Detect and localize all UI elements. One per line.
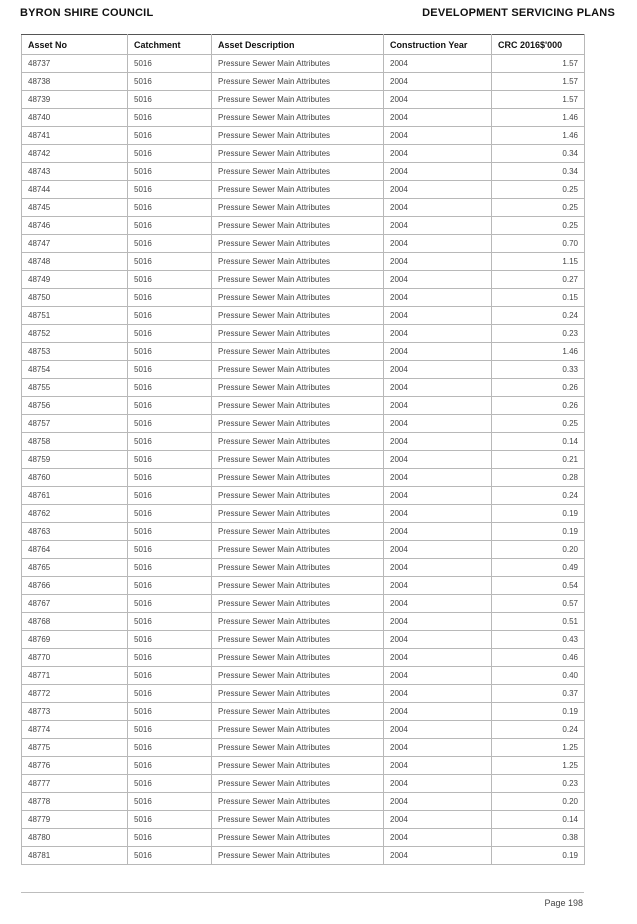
cell-crc: 0.34 bbox=[492, 145, 585, 163]
cell-asset-description: Pressure Sewer Main Attributes bbox=[212, 649, 384, 667]
cell-asset-no: 48744 bbox=[22, 181, 128, 199]
cell-asset-description: Pressure Sewer Main Attributes bbox=[212, 487, 384, 505]
cell-construction-year: 2004 bbox=[384, 559, 492, 577]
cell-asset-no: 48765 bbox=[22, 559, 128, 577]
table-row bbox=[22, 181, 585, 199]
cell-construction-year: 2004 bbox=[384, 109, 492, 127]
cell-crc: 0.20 bbox=[492, 793, 585, 811]
cell-crc: 1.57 bbox=[492, 91, 585, 109]
cell-construction-year: 2004 bbox=[384, 361, 492, 379]
table-row bbox=[22, 415, 585, 433]
cell-asset-description: Pressure Sewer Main Attributes bbox=[212, 343, 384, 361]
cell-asset-description: Pressure Sewer Main Attributes bbox=[212, 73, 384, 91]
table-row bbox=[22, 235, 585, 253]
cell-asset-description: Pressure Sewer Main Attributes bbox=[212, 793, 384, 811]
cell-asset-description: Pressure Sewer Main Attributes bbox=[212, 703, 384, 721]
table-row bbox=[22, 505, 585, 523]
cell-crc: 0.14 bbox=[492, 811, 585, 829]
cell-asset-no: 48755 bbox=[22, 379, 128, 397]
table-row bbox=[22, 811, 585, 829]
cell-crc: 0.26 bbox=[492, 379, 585, 397]
cell-construction-year: 2004 bbox=[384, 55, 492, 73]
cell-catchment: 5016 bbox=[128, 325, 212, 343]
table-row bbox=[22, 325, 585, 343]
cell-asset-description: Pressure Sewer Main Attributes bbox=[212, 415, 384, 433]
cell-construction-year: 2004 bbox=[384, 739, 492, 757]
table-row bbox=[22, 451, 585, 469]
table-row bbox=[22, 775, 585, 793]
cell-catchment: 5016 bbox=[128, 289, 212, 307]
cell-asset-no: 48759 bbox=[22, 451, 128, 469]
cell-construction-year: 2004 bbox=[384, 631, 492, 649]
cell-asset-description: Pressure Sewer Main Attributes bbox=[212, 775, 384, 793]
table-row bbox=[22, 343, 585, 361]
cell-asset-description: Pressure Sewer Main Attributes bbox=[212, 739, 384, 757]
cell-crc: 0.19 bbox=[492, 505, 585, 523]
column-header-asset-no: Asset No bbox=[22, 35, 128, 55]
cell-crc: 0.43 bbox=[492, 631, 585, 649]
cell-construction-year: 2004 bbox=[384, 145, 492, 163]
cell-crc: 0.33 bbox=[492, 361, 585, 379]
cell-construction-year: 2004 bbox=[384, 793, 492, 811]
document-title: DEVELOPMENT SERVICING PLANS bbox=[422, 7, 615, 19]
cell-asset-description: Pressure Sewer Main Attributes bbox=[212, 235, 384, 253]
cell-crc: 0.24 bbox=[492, 721, 585, 739]
cell-crc: 1.46 bbox=[492, 343, 585, 361]
cell-asset-description: Pressure Sewer Main Attributes bbox=[212, 271, 384, 289]
table-row bbox=[22, 595, 585, 613]
cell-crc: 0.34 bbox=[492, 163, 585, 181]
cell-asset-no: 48771 bbox=[22, 667, 128, 685]
cell-asset-no: 48745 bbox=[22, 199, 128, 217]
cell-construction-year: 2004 bbox=[384, 343, 492, 361]
cell-asset-no: 48779 bbox=[22, 811, 128, 829]
cell-catchment: 5016 bbox=[128, 559, 212, 577]
cell-asset-no: 48776 bbox=[22, 757, 128, 775]
cell-construction-year: 2004 bbox=[384, 487, 492, 505]
cell-catchment: 5016 bbox=[128, 811, 212, 829]
cell-asset-no: 48764 bbox=[22, 541, 128, 559]
cell-construction-year: 2004 bbox=[384, 721, 492, 739]
asset-table bbox=[21, 34, 585, 865]
cell-catchment: 5016 bbox=[128, 541, 212, 559]
cell-construction-year: 2004 bbox=[384, 253, 492, 271]
cell-crc: 0.57 bbox=[492, 595, 585, 613]
cell-crc: 0.19 bbox=[492, 703, 585, 721]
cell-crc: 0.37 bbox=[492, 685, 585, 703]
table-row bbox=[22, 685, 585, 703]
cell-crc: 0.21 bbox=[492, 451, 585, 469]
cell-catchment: 5016 bbox=[128, 613, 212, 631]
cell-crc: 0.23 bbox=[492, 325, 585, 343]
cell-asset-description: Pressure Sewer Main Attributes bbox=[212, 361, 384, 379]
cell-crc: 0.54 bbox=[492, 577, 585, 595]
table-row bbox=[22, 757, 585, 775]
cell-catchment: 5016 bbox=[128, 577, 212, 595]
cell-construction-year: 2004 bbox=[384, 775, 492, 793]
cell-catchment: 5016 bbox=[128, 109, 212, 127]
cell-asset-description: Pressure Sewer Main Attributes bbox=[212, 145, 384, 163]
cell-asset-no: 48768 bbox=[22, 613, 128, 631]
cell-catchment: 5016 bbox=[128, 667, 212, 685]
cell-construction-year: 2004 bbox=[384, 199, 492, 217]
table-row bbox=[22, 829, 585, 847]
cell-crc: 1.25 bbox=[492, 739, 585, 757]
cell-asset-no: 48752 bbox=[22, 325, 128, 343]
cell-asset-no: 48749 bbox=[22, 271, 128, 289]
cell-crc: 1.57 bbox=[492, 55, 585, 73]
cell-asset-description: Pressure Sewer Main Attributes bbox=[212, 631, 384, 649]
cell-construction-year: 2004 bbox=[384, 649, 492, 667]
cell-asset-no: 48767 bbox=[22, 595, 128, 613]
cell-crc: 0.28 bbox=[492, 469, 585, 487]
cell-catchment: 5016 bbox=[128, 91, 212, 109]
cell-asset-no: 48757 bbox=[22, 415, 128, 433]
cell-asset-no: 48740 bbox=[22, 109, 128, 127]
cell-catchment: 5016 bbox=[128, 271, 212, 289]
cell-catchment: 5016 bbox=[128, 397, 212, 415]
table-row bbox=[22, 271, 585, 289]
cell-asset-description: Pressure Sewer Main Attributes bbox=[212, 127, 384, 145]
cell-catchment: 5016 bbox=[128, 343, 212, 361]
cell-construction-year: 2004 bbox=[384, 307, 492, 325]
cell-catchment: 5016 bbox=[128, 217, 212, 235]
cell-asset-no: 48747 bbox=[22, 235, 128, 253]
cell-asset-no: 48780 bbox=[22, 829, 128, 847]
page-number: Page 198 bbox=[544, 898, 583, 908]
cell-asset-no: 48778 bbox=[22, 793, 128, 811]
cell-construction-year: 2004 bbox=[384, 577, 492, 595]
cell-asset-description: Pressure Sewer Main Attributes bbox=[212, 541, 384, 559]
cell-construction-year: 2004 bbox=[384, 757, 492, 775]
cell-crc: 0.25 bbox=[492, 199, 585, 217]
cell-construction-year: 2004 bbox=[384, 505, 492, 523]
cell-crc: 0.19 bbox=[492, 847, 585, 865]
cell-asset-description: Pressure Sewer Main Attributes bbox=[212, 199, 384, 217]
cell-catchment: 5016 bbox=[128, 739, 212, 757]
cell-asset-description: Pressure Sewer Main Attributes bbox=[212, 523, 384, 541]
column-header-construction-year: Construction Year bbox=[384, 35, 492, 55]
table-row bbox=[22, 379, 585, 397]
cell-asset-no: 48756 bbox=[22, 397, 128, 415]
cell-asset-description: Pressure Sewer Main Attributes bbox=[212, 307, 384, 325]
cell-construction-year: 2004 bbox=[384, 289, 492, 307]
cell-catchment: 5016 bbox=[128, 307, 212, 325]
cell-asset-description: Pressure Sewer Main Attributes bbox=[212, 181, 384, 199]
cell-asset-no: 48761 bbox=[22, 487, 128, 505]
table-row bbox=[22, 289, 585, 307]
cell-crc: 1.46 bbox=[492, 127, 585, 145]
cell-asset-description: Pressure Sewer Main Attributes bbox=[212, 253, 384, 271]
cell-catchment: 5016 bbox=[128, 595, 212, 613]
cell-construction-year: 2004 bbox=[384, 847, 492, 865]
cell-construction-year: 2004 bbox=[384, 235, 492, 253]
cell-catchment: 5016 bbox=[128, 451, 212, 469]
cell-catchment: 5016 bbox=[128, 415, 212, 433]
cell-construction-year: 2004 bbox=[384, 73, 492, 91]
cell-asset-no: 48741 bbox=[22, 127, 128, 145]
cell-crc: 0.38 bbox=[492, 829, 585, 847]
cell-crc: 0.27 bbox=[492, 271, 585, 289]
cell-construction-year: 2004 bbox=[384, 829, 492, 847]
cell-construction-year: 2004 bbox=[384, 703, 492, 721]
cell-asset-description: Pressure Sewer Main Attributes bbox=[212, 91, 384, 109]
cell-catchment: 5016 bbox=[128, 199, 212, 217]
cell-asset-no: 48762 bbox=[22, 505, 128, 523]
cell-crc: 0.19 bbox=[492, 523, 585, 541]
table-row bbox=[22, 109, 585, 127]
cell-asset-description: Pressure Sewer Main Attributes bbox=[212, 55, 384, 73]
table-row bbox=[22, 613, 585, 631]
cell-asset-no: 48739 bbox=[22, 91, 128, 109]
cell-catchment: 5016 bbox=[128, 145, 212, 163]
column-header-catchment: Catchment bbox=[128, 35, 212, 55]
cell-catchment: 5016 bbox=[128, 235, 212, 253]
table-row bbox=[22, 55, 585, 73]
cell-crc: 1.15 bbox=[492, 253, 585, 271]
table-row bbox=[22, 163, 585, 181]
cell-catchment: 5016 bbox=[128, 703, 212, 721]
cell-construction-year: 2004 bbox=[384, 271, 492, 289]
cell-asset-description: Pressure Sewer Main Attributes bbox=[212, 811, 384, 829]
table-row bbox=[22, 631, 585, 649]
cell-asset-no: 48777 bbox=[22, 775, 128, 793]
cell-catchment: 5016 bbox=[128, 163, 212, 181]
cell-asset-description: Pressure Sewer Main Attributes bbox=[212, 109, 384, 127]
cell-asset-description: Pressure Sewer Main Attributes bbox=[212, 379, 384, 397]
cell-construction-year: 2004 bbox=[384, 91, 492, 109]
cell-crc: 0.20 bbox=[492, 541, 585, 559]
cell-asset-no: 48750 bbox=[22, 289, 128, 307]
cell-asset-description: Pressure Sewer Main Attributes bbox=[212, 289, 384, 307]
cell-asset-description: Pressure Sewer Main Attributes bbox=[212, 559, 384, 577]
cell-asset-no: 48770 bbox=[22, 649, 128, 667]
cell-crc: 0.24 bbox=[492, 487, 585, 505]
table-body bbox=[22, 55, 585, 865]
cell-asset-description: Pressure Sewer Main Attributes bbox=[212, 217, 384, 235]
cell-crc: 0.15 bbox=[492, 289, 585, 307]
table-row bbox=[22, 739, 585, 757]
table-row bbox=[22, 541, 585, 559]
cell-crc: 0.26 bbox=[492, 397, 585, 415]
cell-construction-year: 2004 bbox=[384, 595, 492, 613]
cell-catchment: 5016 bbox=[128, 127, 212, 145]
cell-construction-year: 2004 bbox=[384, 667, 492, 685]
cell-catchment: 5016 bbox=[128, 829, 212, 847]
table-row bbox=[22, 523, 585, 541]
cell-asset-description: Pressure Sewer Main Attributes bbox=[212, 613, 384, 631]
cell-construction-year: 2004 bbox=[384, 415, 492, 433]
cell-asset-no: 48746 bbox=[22, 217, 128, 235]
cell-crc: 0.24 bbox=[492, 307, 585, 325]
cell-construction-year: 2004 bbox=[384, 127, 492, 145]
cell-asset-description: Pressure Sewer Main Attributes bbox=[212, 451, 384, 469]
cell-crc: 0.40 bbox=[492, 667, 585, 685]
cell-catchment: 5016 bbox=[128, 181, 212, 199]
cell-catchment: 5016 bbox=[128, 847, 212, 865]
cell-asset-description: Pressure Sewer Main Attributes bbox=[212, 595, 384, 613]
cell-catchment: 5016 bbox=[128, 253, 212, 271]
table-row bbox=[22, 469, 585, 487]
cell-asset-no: 48748 bbox=[22, 253, 128, 271]
cell-asset-no: 48738 bbox=[22, 73, 128, 91]
cell-asset-no: 48775 bbox=[22, 739, 128, 757]
table-row bbox=[22, 307, 585, 325]
cell-catchment: 5016 bbox=[128, 631, 212, 649]
cell-catchment: 5016 bbox=[128, 379, 212, 397]
table-row bbox=[22, 721, 585, 739]
table-row bbox=[22, 253, 585, 271]
cell-catchment: 5016 bbox=[128, 721, 212, 739]
table-row bbox=[22, 703, 585, 721]
cell-asset-description: Pressure Sewer Main Attributes bbox=[212, 847, 384, 865]
council-name: BYRON SHIRE COUNCIL bbox=[20, 7, 154, 19]
cell-asset-description: Pressure Sewer Main Attributes bbox=[212, 685, 384, 703]
cell-asset-no: 48743 bbox=[22, 163, 128, 181]
table-row bbox=[22, 847, 585, 865]
cell-catchment: 5016 bbox=[128, 523, 212, 541]
cell-construction-year: 2004 bbox=[384, 685, 492, 703]
cell-asset-no: 48754 bbox=[22, 361, 128, 379]
footer-divider bbox=[21, 892, 584, 893]
cell-asset-no: 48742 bbox=[22, 145, 128, 163]
cell-catchment: 5016 bbox=[128, 685, 212, 703]
cell-asset-no: 48753 bbox=[22, 343, 128, 361]
cell-construction-year: 2004 bbox=[384, 217, 492, 235]
table-row bbox=[22, 217, 585, 235]
cell-asset-description: Pressure Sewer Main Attributes bbox=[212, 469, 384, 487]
cell-crc: 0.25 bbox=[492, 415, 585, 433]
cell-crc: 0.51 bbox=[492, 613, 585, 631]
table-row bbox=[22, 649, 585, 667]
column-header-crc: CRC 2016$'000 bbox=[492, 35, 585, 55]
table-row bbox=[22, 667, 585, 685]
cell-crc: 0.70 bbox=[492, 235, 585, 253]
cell-crc: 0.46 bbox=[492, 649, 585, 667]
cell-construction-year: 2004 bbox=[384, 325, 492, 343]
cell-crc: 0.49 bbox=[492, 559, 585, 577]
column-header-asset-description: Asset Description bbox=[212, 35, 384, 55]
table-row bbox=[22, 487, 585, 505]
table-row bbox=[22, 145, 585, 163]
table-row bbox=[22, 199, 585, 217]
table-row bbox=[22, 361, 585, 379]
cell-catchment: 5016 bbox=[128, 793, 212, 811]
cell-asset-description: Pressure Sewer Main Attributes bbox=[212, 721, 384, 739]
cell-catchment: 5016 bbox=[128, 505, 212, 523]
table-row bbox=[22, 433, 585, 451]
cell-asset-description: Pressure Sewer Main Attributes bbox=[212, 163, 384, 181]
cell-asset-no: 48763 bbox=[22, 523, 128, 541]
table-row bbox=[22, 793, 585, 811]
cell-asset-no: 48773 bbox=[22, 703, 128, 721]
table-row bbox=[22, 397, 585, 415]
cell-construction-year: 2004 bbox=[384, 451, 492, 469]
cell-asset-description: Pressure Sewer Main Attributes bbox=[212, 397, 384, 415]
cell-asset-description: Pressure Sewer Main Attributes bbox=[212, 667, 384, 685]
cell-asset-description: Pressure Sewer Main Attributes bbox=[212, 505, 384, 523]
cell-catchment: 5016 bbox=[128, 73, 212, 91]
cell-asset-description: Pressure Sewer Main Attributes bbox=[212, 577, 384, 595]
cell-catchment: 5016 bbox=[128, 55, 212, 73]
cell-asset-description: Pressure Sewer Main Attributes bbox=[212, 829, 384, 847]
cell-asset-no: 48781 bbox=[22, 847, 128, 865]
cell-construction-year: 2004 bbox=[384, 469, 492, 487]
cell-asset-description: Pressure Sewer Main Attributes bbox=[212, 325, 384, 343]
cell-asset-description: Pressure Sewer Main Attributes bbox=[212, 433, 384, 451]
table-header-row bbox=[22, 35, 585, 55]
cell-asset-no: 48769 bbox=[22, 631, 128, 649]
cell-asset-no: 48766 bbox=[22, 577, 128, 595]
cell-construction-year: 2004 bbox=[384, 811, 492, 829]
cell-construction-year: 2004 bbox=[384, 397, 492, 415]
cell-asset-no: 48751 bbox=[22, 307, 128, 325]
cell-crc: 0.25 bbox=[492, 181, 585, 199]
cell-asset-no: 48758 bbox=[22, 433, 128, 451]
cell-asset-no: 48774 bbox=[22, 721, 128, 739]
cell-asset-description: Pressure Sewer Main Attributes bbox=[212, 757, 384, 775]
cell-crc: 1.25 bbox=[492, 757, 585, 775]
cell-catchment: 5016 bbox=[128, 757, 212, 775]
cell-construction-year: 2004 bbox=[384, 433, 492, 451]
cell-catchment: 5016 bbox=[128, 433, 212, 451]
cell-crc: 0.14 bbox=[492, 433, 585, 451]
table-row bbox=[22, 577, 585, 595]
cell-crc: 0.25 bbox=[492, 217, 585, 235]
cell-construction-year: 2004 bbox=[384, 181, 492, 199]
cell-catchment: 5016 bbox=[128, 361, 212, 379]
table-row bbox=[22, 127, 585, 145]
cell-asset-no: 48760 bbox=[22, 469, 128, 487]
cell-asset-no: 48772 bbox=[22, 685, 128, 703]
cell-construction-year: 2004 bbox=[384, 541, 492, 559]
cell-crc: 1.46 bbox=[492, 109, 585, 127]
cell-crc: 0.23 bbox=[492, 775, 585, 793]
cell-catchment: 5016 bbox=[128, 487, 212, 505]
table-row bbox=[22, 73, 585, 91]
cell-construction-year: 2004 bbox=[384, 613, 492, 631]
page-header bbox=[20, 7, 615, 25]
table-row bbox=[22, 91, 585, 109]
cell-asset-no: 48737 bbox=[22, 55, 128, 73]
cell-construction-year: 2004 bbox=[384, 163, 492, 181]
cell-crc: 1.57 bbox=[492, 73, 585, 91]
cell-catchment: 5016 bbox=[128, 649, 212, 667]
table-row bbox=[22, 559, 585, 577]
cell-construction-year: 2004 bbox=[384, 379, 492, 397]
cell-construction-year: 2004 bbox=[384, 523, 492, 541]
cell-catchment: 5016 bbox=[128, 775, 212, 793]
cell-catchment: 5016 bbox=[128, 469, 212, 487]
